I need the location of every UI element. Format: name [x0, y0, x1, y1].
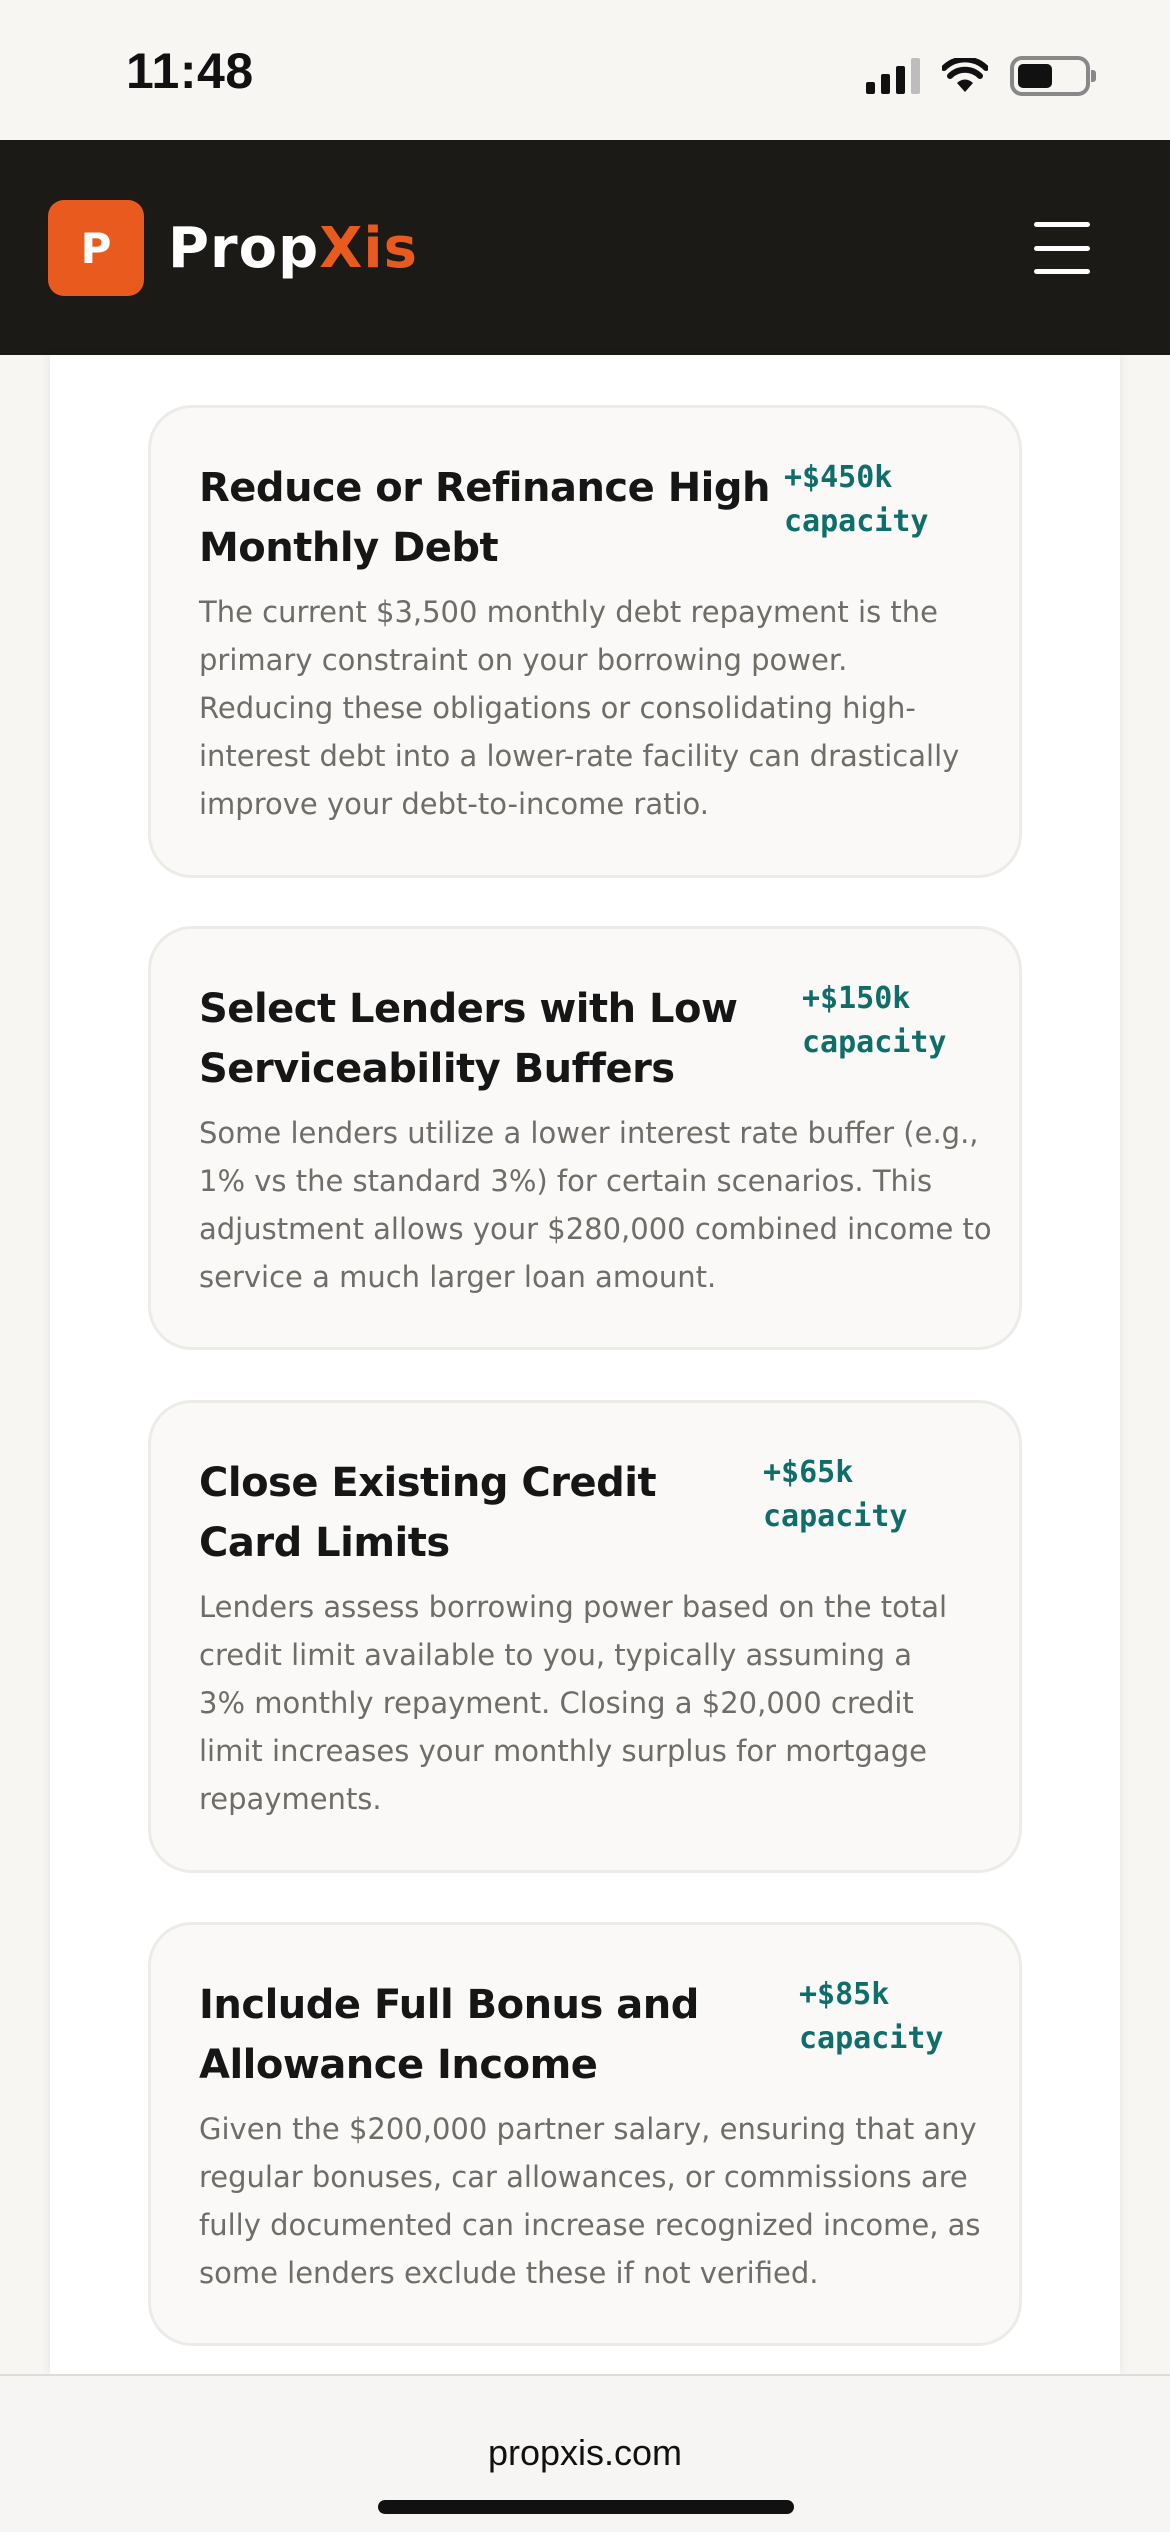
- badge-amount: +$85k: [799, 1977, 890, 2012]
- strategy-card: [148, 926, 1022, 1350]
- badge-label: capacity: [799, 2021, 944, 2056]
- strategy-card: [148, 405, 1022, 878]
- strategy-card: [148, 1922, 1022, 2346]
- capacity-badge: [802, 977, 947, 1065]
- browser-bottom-bar: [0, 2374, 1170, 2532]
- status-icons: [866, 56, 1090, 96]
- strategy-card: [148, 1400, 1022, 1873]
- capacity-badge: [763, 1451, 908, 1539]
- badge-amount: +$150k: [802, 981, 911, 1016]
- badge-label: capacity: [802, 1025, 947, 1060]
- badge-amount: +$65k: [763, 1455, 854, 1490]
- card-description: Given the $200,000 partner salary, ensuring that any regular bonuses, car allowances, or commissions are fully documented can increase recognized income, as some lenders exclude these if not verified.: [199, 2112, 981, 2290]
- card-description: Some lenders utilize a lower interest rate buffer (e.g., 1% vs the standard 3%) for certain scenarios. This adjustment allows your $280,000 combined income to service a much larger loan amount.: [199, 1116, 992, 1294]
- battery-icon: [1010, 56, 1090, 96]
- card-title: Close Existing Credit Card Limits: [199, 1460, 657, 1566]
- brand-name-part2: Xis: [319, 216, 418, 281]
- wifi-icon: [942, 58, 988, 94]
- badge-label: capacity: [763, 1499, 908, 1534]
- card-description: The current $3,500 monthly debt repayment is the primary constraint on your borrowing power. Reducing these obligations or consolidating high-interest debt into a lower-rate facility can drastically improve your debt-to-income ratio.: [199, 595, 960, 821]
- app-header: [0, 140, 1170, 355]
- logo-icon[interactable]: P: [48, 200, 144, 296]
- badge-amount: +$450k: [784, 460, 893, 495]
- brand-logo[interactable]: [168, 214, 418, 284]
- card-title: Include Full Bonus and Allowance Income: [199, 1982, 699, 2088]
- status-time: 11:48: [126, 43, 254, 99]
- home-indicator[interactable]: [378, 2500, 794, 2514]
- cellular-signal-icon: [866, 58, 920, 94]
- url-bar[interactable]: propxis.com: [487, 2432, 683, 2473]
- hamburger-menu-icon[interactable]: [1034, 222, 1090, 274]
- brand-name-part1: Prop: [168, 216, 320, 281]
- capacity-badge: [784, 456, 929, 544]
- capacity-badge: [799, 1973, 944, 2061]
- card-description: Lenders assess borrowing power based on the total credit limit available to you, typically assuming a 3% monthly repayment. Closing a $20,000 credit limit increases your monthly surplus for mortgage repayments.: [199, 1590, 948, 1816]
- card-title: Reduce or Refinance High Monthly Debt: [199, 465, 770, 571]
- card-title: Select Lenders with Low Serviceability Buffers: [199, 986, 738, 1092]
- status-bar: [0, 0, 1170, 140]
- badge-label: capacity: [784, 504, 929, 539]
